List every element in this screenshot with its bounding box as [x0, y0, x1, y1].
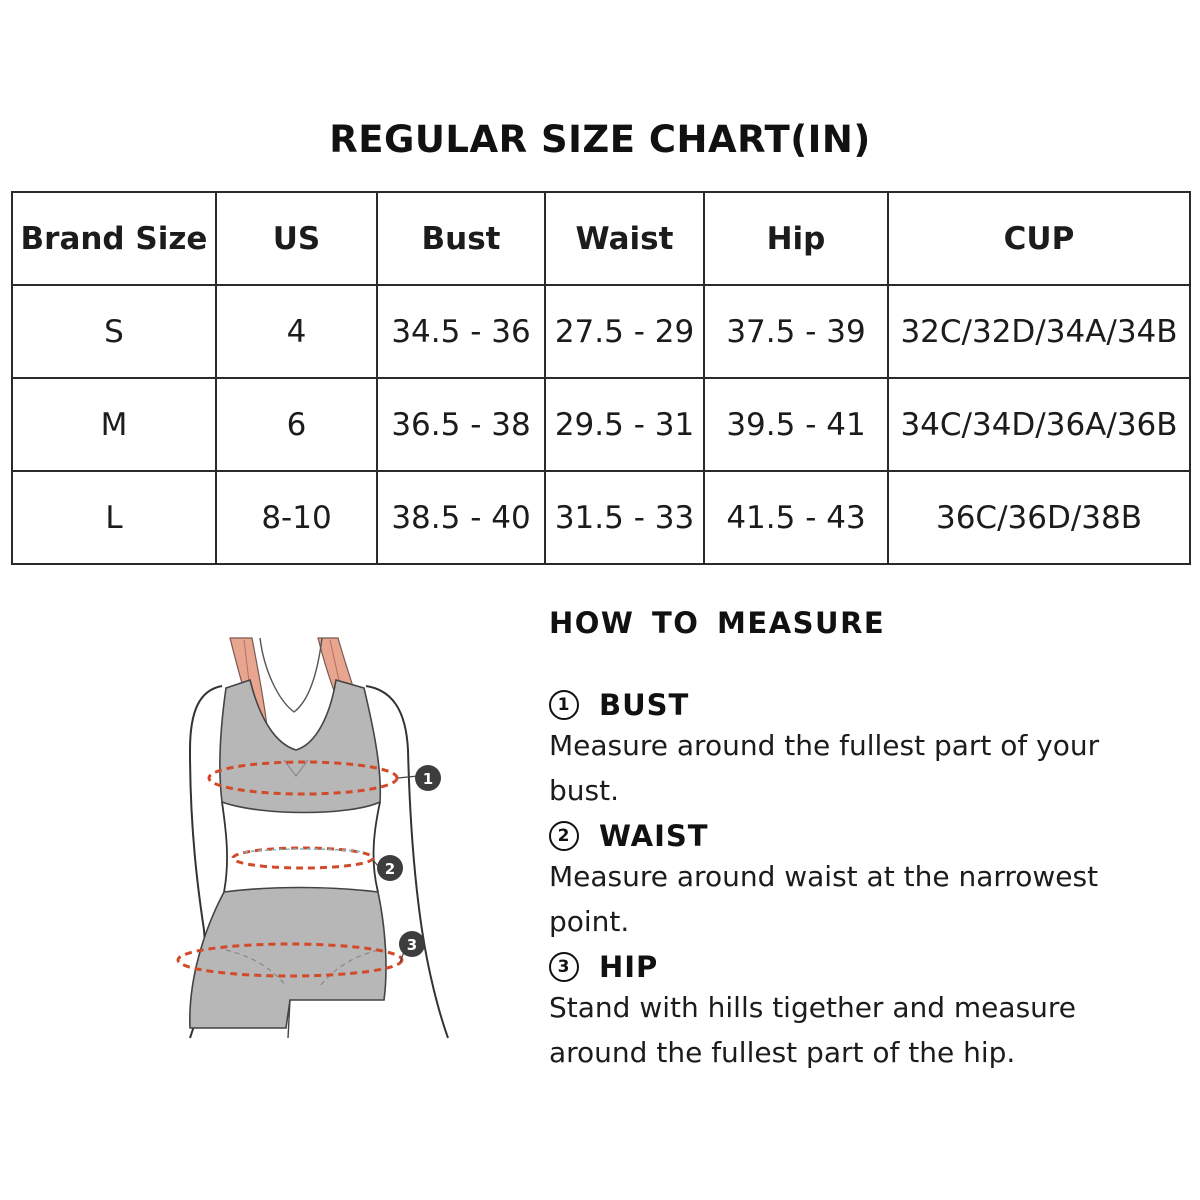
step-number-icon: 2: [549, 821, 579, 851]
svg-text:2: 2: [384, 860, 396, 878]
cell-hip: 39.5 - 41: [704, 378, 888, 471]
step-waist: [549, 819, 1169, 944]
header-bust: Bust: [377, 192, 545, 285]
cell-waist: 27.5 - 29: [545, 285, 704, 378]
step-hip: [549, 950, 1169, 1075]
cell-waist: 31.5 - 33: [545, 471, 704, 564]
step-description: [549, 854, 1169, 944]
header-brand-size: Brand Size: [12, 192, 216, 285]
step-description-line: Measure around the fullest part of your: [549, 729, 1100, 762]
cell-us: 4: [216, 285, 377, 378]
step-description-line: Stand with hills tigether and measure: [549, 991, 1077, 1024]
cell-cup: 32C/32D/34A/34B: [888, 285, 1190, 378]
marker-1-icon: [398, 765, 441, 791]
cell-hip: 41.5 - 43: [704, 471, 888, 564]
step-label: HIP: [599, 950, 659, 984]
step-label: BUST: [599, 688, 690, 722]
header-cup: CUP: [888, 192, 1190, 285]
header-waist: Waist: [545, 192, 704, 285]
table-row: [12, 285, 1190, 378]
step-description: [549, 723, 1169, 813]
step-heading: [549, 688, 1169, 722]
step-description-line: around the fullest part of the hip.: [549, 1036, 1016, 1069]
header-us: US: [216, 192, 377, 285]
marker-2-icon: [373, 855, 403, 881]
cell-brand-size: S: [12, 285, 216, 378]
cell-us: 8-10: [216, 471, 377, 564]
table-row: [12, 378, 1190, 471]
size-chart-table: [11, 191, 1191, 565]
svg-text:1: 1: [422, 770, 434, 788]
page-title: REGULAR SIZE CHART(IN): [329, 118, 871, 161]
marker-3-icon: [399, 931, 425, 962]
cell-bust: 36.5 - 38: [377, 378, 545, 471]
table-header-row: [12, 192, 1190, 285]
step-heading: [549, 819, 1169, 853]
cell-cup: 34C/34D/36A/36B: [888, 378, 1190, 471]
step-description: [549, 985, 1169, 1075]
shorts-illustration: [190, 888, 386, 1039]
cell-brand-size: L: [12, 471, 216, 564]
step-description-line: point.: [549, 905, 630, 938]
step-description-line: Measure around waist at the narrowest: [549, 860, 1099, 893]
step-bust: [549, 688, 1169, 813]
cell-bust: 34.5 - 36: [377, 285, 545, 378]
cell-brand-size: M: [12, 378, 216, 471]
step-number-icon: 1: [549, 690, 579, 720]
how-to-measure-title: HOW TO MEASURE: [549, 606, 886, 640]
step-number-icon: 3: [549, 952, 579, 982]
cell-bust: 38.5 - 40: [377, 471, 545, 564]
step-label: WAIST: [599, 819, 709, 853]
step-heading: [549, 950, 1169, 984]
svg-text:3: 3: [406, 936, 418, 954]
measuring-figure-illustration: [160, 630, 460, 1050]
cell-us: 6: [216, 378, 377, 471]
table-row: [12, 471, 1190, 564]
step-description-line: bust.: [549, 774, 619, 807]
cell-hip: 37.5 - 39: [704, 285, 888, 378]
header-hip: Hip: [704, 192, 888, 285]
cell-waist: 29.5 - 31: [545, 378, 704, 471]
cell-cup: 36C/36D/38B: [888, 471, 1190, 564]
